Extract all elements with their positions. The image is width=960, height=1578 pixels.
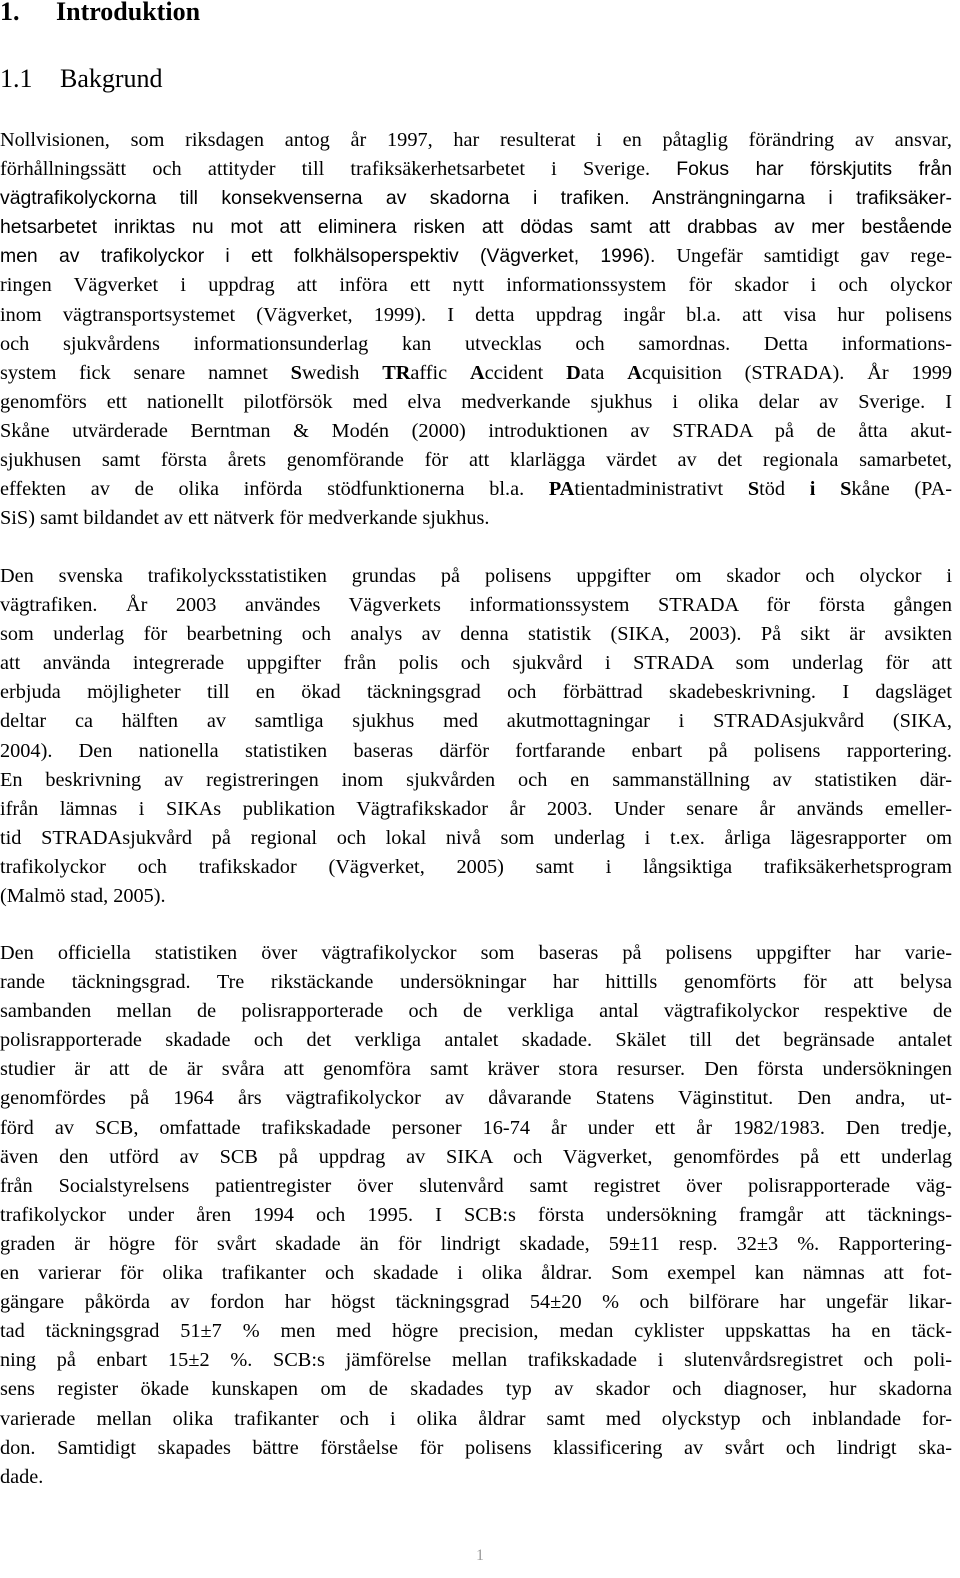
text-line: Den svenska trafikolycksstatistiken grundas på polisens uppgifter om skador och olyckor i: [0, 565, 952, 587]
text-line: tad täckningsgrad 51±7 % men med högre precision, medan cyklister uppskattas ha en täck-: [0, 1320, 952, 1343]
subheading-title: Bakgrund: [60, 64, 163, 93]
text-line: SiS) samt bildandet av ett nätverk för medverkande sjukhus.: [0, 507, 490, 530]
text-line: gängare påkörda av fordon har högst täckningsgrad 54±20 % och bilförare har ungefär likar-: [0, 1291, 952, 1314]
text-line: dade.: [0, 1465, 44, 1488]
text-line: som underlag för bearbetning och analys av denna statistik (SIKA, 2003). På sikt är avsikten: [0, 623, 952, 646]
heading-introduktion: [0, 0, 200, 32]
text-line: genomfördes på 1964 års vägtrafikolyckor av dåvarande Statens Väginstitut. Den andra, ut-: [0, 1087, 952, 1110]
text-line: sens register ökade kunskapen om de skadades typ av skador och diagnoser, hur skadorna: [0, 1378, 952, 1401]
text-line: deltar ca hälften av samtliga sjukhus med akutmottagningar i STRADAsjukvård (SIKA,: [0, 710, 952, 733]
text-line: men av trafikolyckor i ett folkhälsoperspektiv (Vägverket, 1996). Ungefär samtidigt gav rege-: [0, 245, 952, 268]
text-line: 2004). Den nationella statistiken baseras därför fortfarande enbart på polisens rapportering.: [0, 739, 952, 762]
text-line: tid STRADAsjukvård på regional och lokal nivå som underlag i t.ex. årliga lägesrapporter om: [0, 826, 952, 849]
text-line: förd av SCB, omfattade trafikskadade personer 16-74 år under ett år 1982/1983. Den tredje,: [0, 1116, 952, 1139]
text-line: rande täckningsgrad. Tre rikstäckande undersökningar har hittills genomförts för att belysa: [0, 971, 952, 994]
text-line: ifrån lämnas i SIKAs publikation Vägtrafikskador år 2003. Under senare år används emeller-: [0, 797, 952, 820]
text-line: studier är att de är svåra att genomföra samt kräver stora resurser. Den första undersökningen: [0, 1058, 952, 1081]
text-line: En beskrivning av registreringen inom sjukvården och en sammanställning av statistiken där-: [0, 768, 952, 791]
text-line: genomförs ett nationellt pilotförsök med elva medverkande sjukhus i olika delar av Sverige. I: [0, 390, 952, 413]
text-line: Skåne utvärderade Berntman & Modén (2000) introduktionen av STRADA på de åtta akut-: [0, 419, 952, 442]
subheading-number: 1.1: [0, 64, 33, 93]
text-line: inom vägtransportsystemet (Vägverket, 1999). I detta uppdrag ingår bl.a. att visa hur polisens: [0, 303, 952, 326]
text-line: ning på enbart 15±2 %. SCB:s jämförelse mellan trafikskadade i slutenvårdsregistret och poli-: [0, 1349, 952, 1372]
paragraph-3: [0, 939, 952, 1492]
text-line: förhållningssätt och attityder till trafiksäkerhetsarbetet i Sverige. Fokus har förskjutits från: [0, 158, 953, 181]
text-line: sambanden mellan de polisrapporterade och de verkliga antal vägtrafikolyckor respektive de: [0, 1000, 952, 1023]
text-line: hetsarbetet inriktas nu mot att eliminera risken att dödas samt att drabbas av mer bestående: [0, 216, 952, 239]
text-line: erbjuda möjligheter till en ökad täckningsgrad och förbättrad skadebeskrivning. I dagsläget: [0, 681, 952, 704]
text-line: sjukhusen samt första årets genomförande för att klarlägga värdet av det regionala samarbetet,: [0, 449, 952, 472]
text-line: att använda integrerade uppgifter från polis och sjukvård i STRADA som underlag för att: [0, 652, 952, 675]
text-line: ringen Vägverket i uppdrag att införa ett nytt informationssystem för skador i och olyckor: [0, 274, 952, 297]
text-line: trafikolyckor under åren 1994 och 1995. I SCB:s första undersökning framgår att täcknings-: [0, 1203, 952, 1226]
text-line: från Socialstyrelsens patientregister över slutenvård samt registret över polisrapporterade väg-: [0, 1174, 952, 1197]
paragraph-2: [0, 562, 952, 911]
subheading-bakgrund: [0, 59, 163, 99]
text-line: trafikolyckor och trafikskador (Vägverket, 2005) samt i långsiktiga trafiksäkerhetsprogram: [0, 855, 952, 878]
heading-number: 1.: [0, 0, 20, 26]
text-line: varierade mellan olika trafikanter och i olika åldrar samt med olyckstyp och inblandade for-: [0, 1407, 952, 1430]
paragraph-1: [0, 126, 952, 533]
text-line: en varierar för olika trafikanter och skadade i olika åldrar. Som exempel kan nämnas att fot-: [0, 1262, 952, 1285]
text-line: effekten av de olika införda stödfunktionerna bl.a. PAtientadministrativt Stöd i Skåne (PA-: [0, 478, 952, 501]
text-line: vägtrafiken. År 2003 användes Vägverkets informationssystem STRADA för första gången: [0, 594, 952, 617]
text-line: Nollvisionen, som riksdagen antog år 1997, har resulterat i en påtaglig förändring av ansvar,: [0, 129, 952, 151]
text-line: (Malmö stad, 2005).: [0, 885, 166, 908]
heading-title: Introduktion: [56, 0, 201, 26]
text-line: system fick senare namnet Swedish TRaffic Accident Data Acquisition (STRADA). År 1999: [0, 361, 952, 384]
text-line: graden är högre för svårt skadade än för lindrigt skadade, 59±11 resp. 32±3 %. Rapportering-: [0, 1232, 952, 1255]
page-number: 1: [476, 1547, 484, 1564]
text-line: don. Samtidigt skapades bättre förståelse för polisens klassificering av svårt och lindrigt ska-: [0, 1436, 952, 1459]
text-line: vägtrafikolyckorna till konsekvenserna av skadorna i trafiken. Ansträngningarna i trafiksäker-: [0, 187, 952, 210]
text-line: polisrapporterade skadade och det verkliga antalet skadade. Skälet till det begränsade antalet: [0, 1029, 952, 1052]
text-line: även den utförd av SCB på uppdrag av SIKA och Vägverket, genomfördes på ett underlag: [0, 1145, 952, 1168]
text-line: och sjukvårdens informationsunderlag kan utvecklas och samordnas. Detta informations-: [0, 332, 952, 355]
text-line: Den officiella statistiken över vägtrafikolyckor som baseras på polisens uppgifter har varie-: [0, 942, 952, 964]
